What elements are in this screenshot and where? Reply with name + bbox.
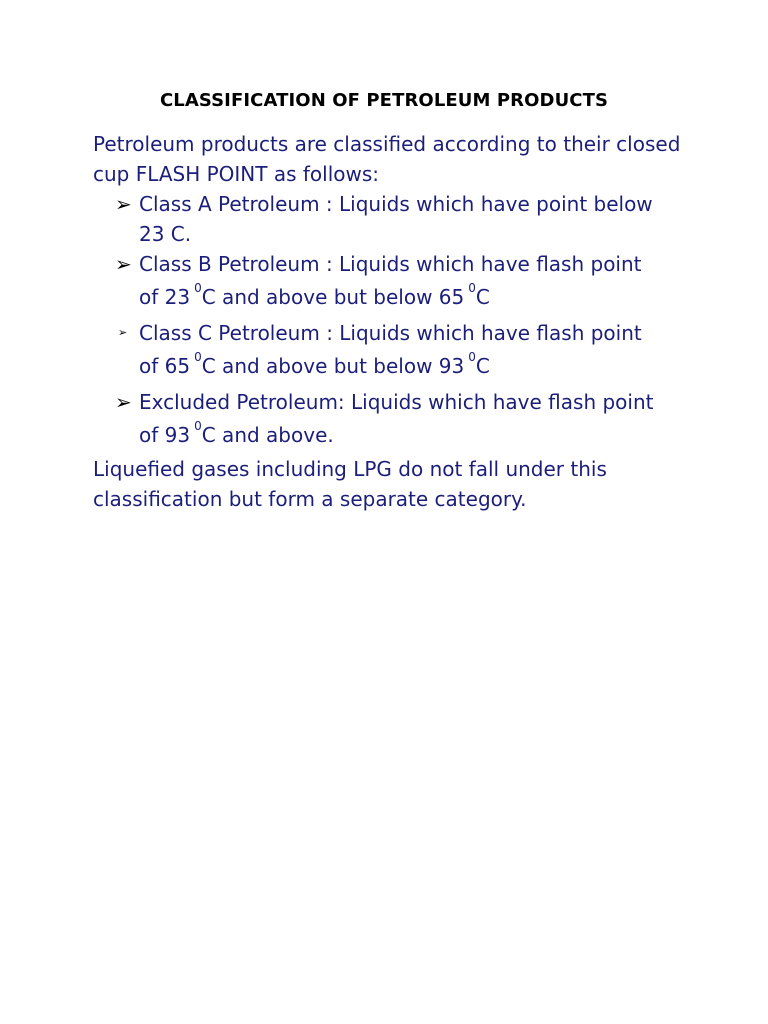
text-fragment: of 65 (139, 354, 191, 378)
degree-superscript: 0 (468, 350, 476, 364)
list-item-class-a (115, 189, 735, 249)
text-fragment: C and above but below 93 (201, 354, 465, 378)
text-fragment: C (475, 354, 490, 378)
list-item-text-continued (139, 279, 735, 318)
list-item-text: Excluded Petroleum: Liquids which have flash point (139, 390, 654, 414)
closing-paragraph: Liquefied gases including LPG do not fall under this classification but form a separate category. (93, 457, 607, 511)
list-item-text-continued (139, 417, 735, 456)
degree-superscript: 0 (194, 281, 202, 295)
classification-list (115, 189, 735, 456)
list-item-class-c (115, 318, 735, 387)
list-item-class-b (115, 249, 735, 318)
arrow-bullet-icon: ➢ (115, 192, 132, 216)
text-fragment: C and above. (201, 423, 334, 447)
list-item-text: Class C Petroleum : Liquids which have flash point (139, 321, 642, 345)
arrow-bullet-icon: ➢ (118, 326, 128, 339)
degree-superscript: 0 (468, 281, 476, 295)
degree-superscript: 0 (194, 419, 202, 433)
arrow-bullet-icon: ➢ (115, 252, 132, 276)
arrow-bullet-icon: ➢ (115, 390, 132, 414)
degree-superscript: 0 (194, 350, 202, 364)
list-item-text: Class B Petroleum : Liquids which have flash point (139, 252, 642, 276)
text-fragment: of 23 (139, 285, 191, 309)
page-title: CLASSIFICATION OF PETROLEUM PRODUCTS (159, 90, 609, 111)
list-item-excluded (115, 387, 735, 456)
list-item-text-continued: 23 C. (139, 222, 192, 246)
text-fragment: C (475, 285, 490, 309)
list-item-text-continued (139, 348, 735, 387)
text-fragment: of 93 (139, 423, 191, 447)
list-item-text: Class A Petroleum : Liquids which have point below (139, 192, 653, 216)
intro-paragraph: Petroleum products are classified according to their closed cup FLASH POINT as follows: (93, 132, 681, 186)
text-fragment: C and above but below 65 (201, 285, 465, 309)
